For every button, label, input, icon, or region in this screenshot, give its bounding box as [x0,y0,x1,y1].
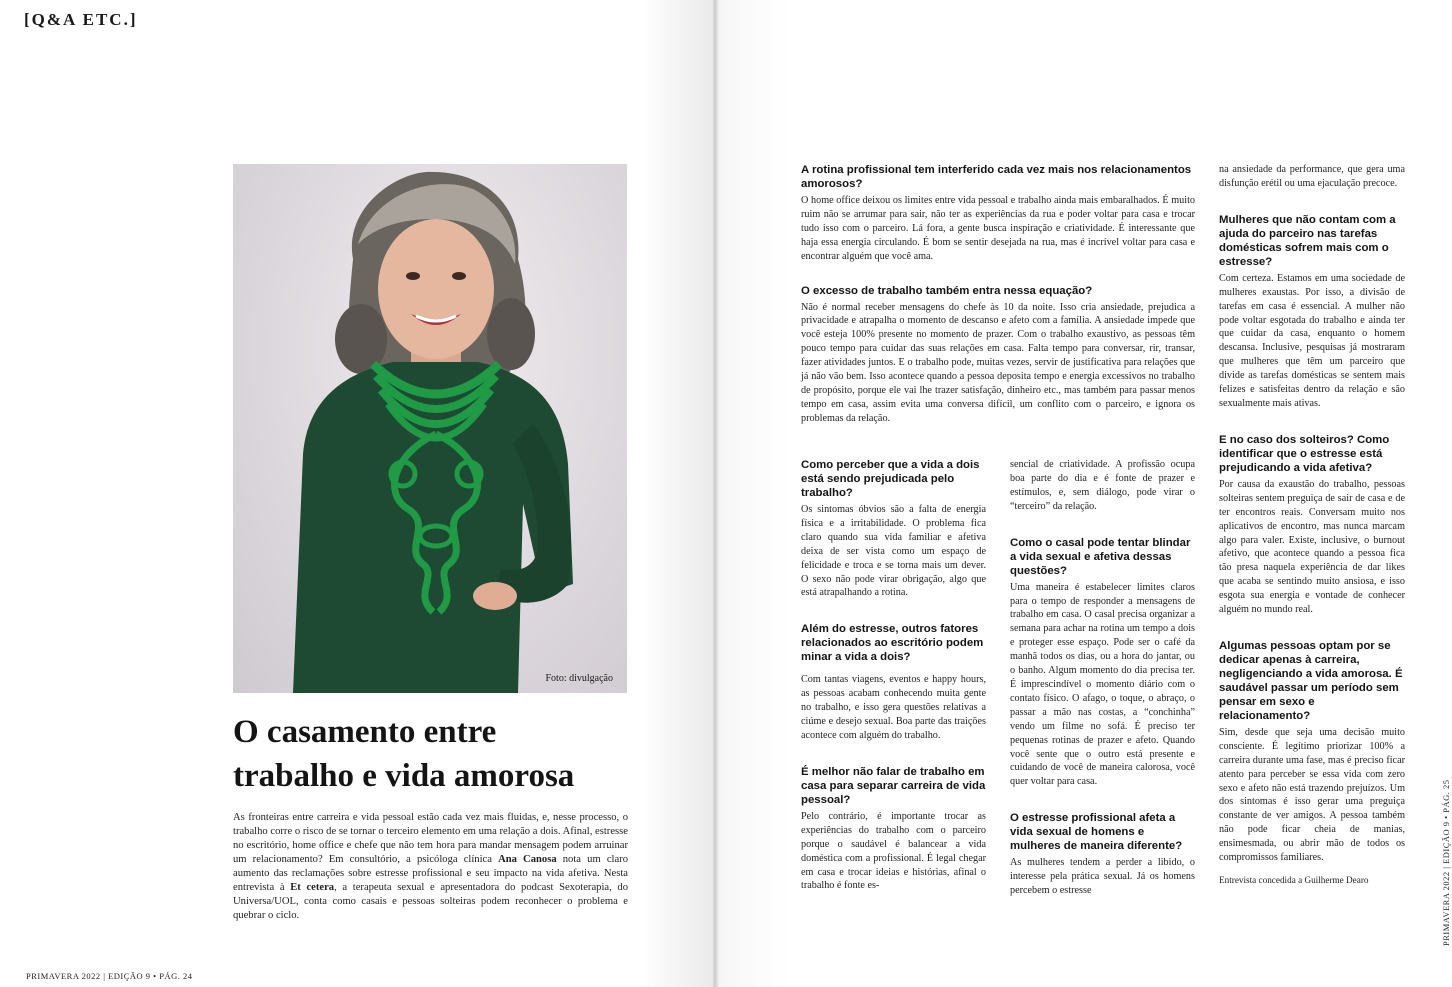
footer-page-24: PRIMAVERA 2022 | EDIÇÃO 9 • PÁG. 24 [26,971,193,981]
article-lead [233,811,628,923]
question-4: Além do estresse, outros fatores relacionados ao escritório podem minar a vida a dois? [801,623,984,664]
portrait-photo [233,164,627,693]
page-gutter-shadow [640,0,790,987]
section-tag: [Q&A ETC.] [24,10,138,29]
article-headline [233,710,653,798]
answer-5-continued: sencial de criatividade. A profissão ocupa boa parte do dia e é fonte de prazer e estímulos, e, sem diálogo, pode virar o “terceiro” da relação. [1010,459,1195,512]
question-5: É melhor não falar de trabalho em casa para separar carreira de vida pessoal? [801,765,986,806]
answer-3: Os sintomas óbvios são a falta de energia física e a irritabilidade. O problema fica claro quando sua vida familiar e afetiva deixa de ser vista como um espaço de felicidade e troca e se torna mais um dever. O sexo não pode virar obrigação, algo que está atrapalhando a rotina. [801,504,986,599]
answer-9: Por causa da exaustão do trabalho, pessoas solteiras sentem preguiça de sair de casa e de ter encontros reais. Conversam muito nos aplicativos de encontro, mas nunca marcam algo para valer. Existe, inclusive, o burnout afetivo, que acontece quando a pessoa fica tão presa naquela experiência de dar likes que acaba se sentindo muito ansiosa, e isso esgota sua energia e vontade de conhecer alguém no mundo real. [1219,478,1405,616]
question-9: E no caso dos solteiros? Como identificar que o estresse está prejudicando a vida afetiva? [1219,433,1390,474]
qa-column-3 [1219,163,1405,885]
question-10: Algumas pessoas optam por se dedicar apenas à carreira, negligenciando a vida amorosa. É saudável passar um período sem pensar em sexo e relacionamento? [1219,639,1403,722]
qa-column-1 [801,458,986,893]
lead-text-1: As fronteiras entre carreira e vida pessoal estão cada vez mais fluidas, e, nesse processo, o trabalho corre o risco de se tornar o terceiro elemento em uma relação a dois. Afinal, estresse no escritório, home office e chefe que não tem hora para mandar mensagem podem arruinar um relacionamento? Em consultório, a psicóloga clínica [233,812,628,865]
answer-8: Com certeza. Estamos em uma sociedade de mulheres exaustas. Por isso, a divisão de tarefas em casa é essencial. A mulher não pode voltar esgotada do trabalho e ainda ter que cuidar da casa, enquanto o homem descansa. Inclusive, pesquisas já mostraram que mulheres que têm um parceiro que divide as tarefas domésticas se sentem mais felizes e satisfeitas dentro da relação e são sexualmente mais ativas. [1219,272,1405,409]
answer-7: As mulheres tendem a perder a libido, o interesse pela prática sexual. Já os homens percebem o estresse [1010,857,1195,897]
question-3: Como perceber que a vida a dois está sendo prejudicada pelo trabalho? [801,459,980,499]
lead-interviewee-name: Ana Canosa [498,854,557,865]
photo-credit: Foto: divulgação [545,673,613,684]
answer-1: O home office deixou os limites entre vida pessoal e trabalho ainda mais embaralhados. É muito ruim não se arrumar para sair, não ter as experiências da rua e poder voltar para casa e trocar tudo isso com o parceiro. Lá fora, a gente busca inspiração e criatividade. É interessante que haja essa energia circulando. É bom se sentir desejada na rua, mas é incrível voltar para casa e encontrar alguém que você ama. [801,195,1195,262]
headline-line-1: O casamento entre [233,714,497,750]
lead-text-3: , a terapeuta sexual e apresentadora do podcast Sexoterapia, do Universa/UOL, conta como casais e pessoas solteiras podem reconhecer o problema e quebrar o ciclo. [233,882,628,921]
answer-6: Uma maneira é estabelecer limites claros para o tempo de responder a mensagens de trabalho em casa. O casal precisa organizar a semana para achar na rotina um tempo a dois e proteger esse espaço. Pode ser o café da manhã todos os dias, ou a hora do jantar, ou o banho. Algum momento do dia precisa ter. É imprescindível o momento diário com o contato físico. O afago, o toque, o abraço, o passar a mão nas costas, a “conchinha” vendo um filme no sofá. É preciso ter pequenas rotinas de prazer e afeto. Quando você sente que o outro está presente e cuidando de você de maneira calorosa, você quer voltar para casa. [1010,581,1195,788]
question-1: A rotina profissional tem interferido cada vez mais nos relacionamentos amorosos? [801,164,1192,190]
question-7: O estresse profissional afeta a vida sexual de homens e mulheres de maneira diferente? [1010,812,1183,853]
lead-publication-name: Et cetera [290,882,335,893]
question-8: Mulheres que não contam com a ajuda do parceiro nas tarefas domésticas sofrem mais com o estresse? [1219,213,1396,268]
question-6: Como o casal pode tentar blindar a vida sexual e afetiva dessas questões? [1010,536,1191,577]
headline-line-2: trabalho e vida amorosa [233,758,575,794]
question-2: O excesso de trabalho também entra nessa equação? [801,284,1093,297]
qa-column-2 [1010,458,1195,898]
interview-credit: Entrevista concedida a Guilherme Dearo [1219,875,1369,885]
qa-wide-block [801,163,1195,426]
answer-4: Com tantas viagens, eventos e happy hours, as pessoas acabam conhecendo muita gente no trabalho, e isso gera questões relativas a ciúme e desejo sexual. Boa parte das traições acontece com alguém do trabalho. [801,674,986,741]
lead-text-2: nota um claro aumento das reclamações sobre estresse profissional e seu impacto na vida afetiva. Nesta entrevista à [233,854,628,893]
answer-5: Pelo contrário, é importante trocar as experiências do trabalho com o parceiro porque o saudável é balancear a vida doméstica com a profissional. É legal chegar em casa e trocar ideias e histórias, afinal o trabalho é fonte es- [801,810,986,892]
answer-10: Sim, desde que seja uma decisão muito consciente. É legítimo priorizar 100% a carreira durante uma fase, mas é preciso ficar atento para perceber se essa vida com zero sexo e afeto não está trazendo prejuízos. Um dos sintomas é isso gerar uma preguiça constante de ver amigos. A pessoa também não pode ficar cheia de manias, ensimesmada, ou abrir mão de todos os compromissos familiares. [1219,726,1405,864]
answer-2: Não é normal receber mensagens do chefe às 10 da noite. Isso cria ansiedade, prejudica a privacidade e atrapalha o momento de descanso e afeto com a família. A ansiedade impede que você esteja 100% presente no momento de prazer. Com o trabalho exaustivo, as pessoas têm pouco tempo para cuidar das suas relações em casa. Falta tempo para conversar, rir, transar, fazer atividades juntos. E o trabalho pode, muitas vezes, servir de justificativa para relações que já não vão bem. Isso acontece quando a pessoa deposita tempo e energia excessivos no trabalho de propósito, porque ele vai lhe trazer satisfação, dinheiro etc., mas também para passar menos tempo em casa, assim evita uma conversa difícil, um conflito com o parceiro, e ignora os problemas da relação. [801,301,1195,424]
portrait-illustration [233,164,627,693]
answer-7-continued: na ansiedade da performance, que gera uma disfunção erétil ou uma ejaculação precoce. [1219,164,1405,189]
footer-page-25: PRIMAVERA 2022 | EDIÇÃO 9 • PÁG. 25 [1441,779,1451,946]
